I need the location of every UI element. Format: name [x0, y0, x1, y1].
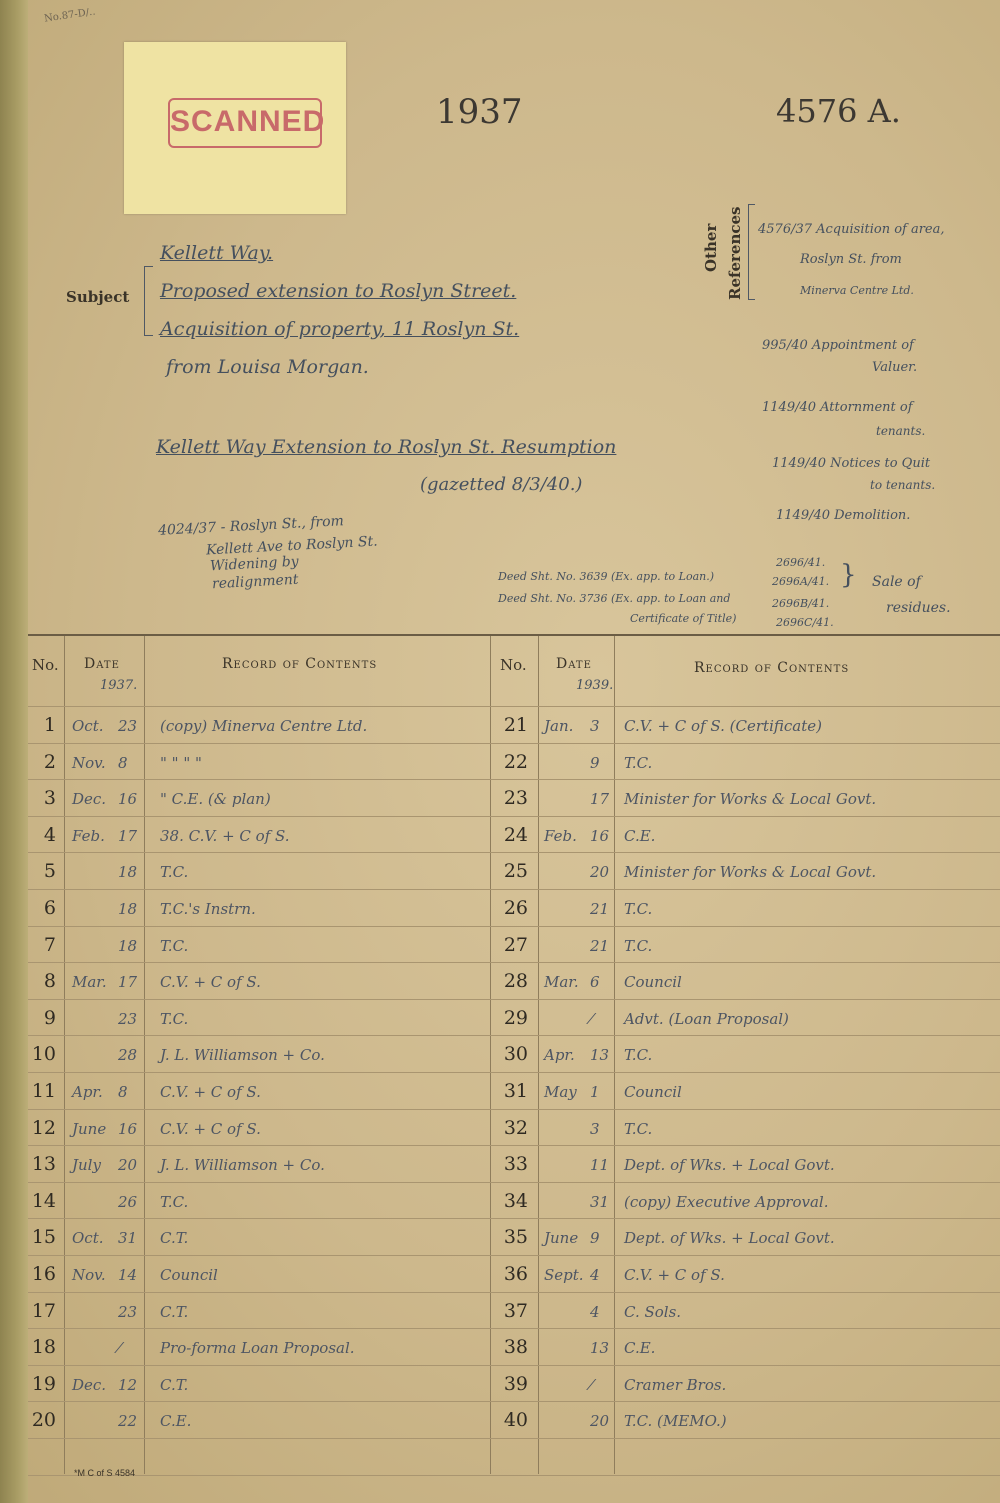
row-record: C.V. + C of S. — [160, 1083, 261, 1101]
row-record: T.C. — [624, 1046, 653, 1065]
sale-brace: } — [840, 560, 857, 590]
row-day: 17 — [118, 973, 138, 992]
row-rule — [28, 926, 1000, 927]
row-rule — [28, 999, 1000, 1000]
row-day: 11 — [590, 1156, 610, 1175]
subject-bracket — [144, 266, 153, 336]
vrule-right-date — [614, 636, 615, 1474]
row-record: C.T. — [160, 1302, 189, 1321]
row-day: 28 — [118, 1046, 138, 1065]
row-record: T.C. (MEMO.) — [624, 1412, 727, 1431]
row-day: 14 — [118, 1266, 138, 1284]
row-number: 34 — [503, 1189, 528, 1212]
row-number: 7 — [43, 933, 56, 956]
row-day: 4 — [590, 1302, 600, 1321]
references-label: References — [726, 206, 744, 300]
printer-mark: *M C of S 4584 — [74, 1468, 136, 1478]
row-rule — [28, 1218, 1000, 1219]
row-day: 12 — [118, 1375, 138, 1394]
row-day: ⁄ — [590, 1009, 593, 1028]
row-rule — [28, 1365, 1000, 1366]
row-record: T.C. — [160, 1192, 189, 1211]
row-record: Council — [624, 1083, 682, 1101]
row-record: " " " " — [160, 753, 202, 772]
row-number: 30 — [503, 1043, 528, 1066]
row-number: 40 — [503, 1409, 528, 1432]
row-record: T.C. — [624, 900, 653, 918]
row-rule — [28, 1475, 1000, 1476]
row-rule — [28, 779, 1000, 780]
row-day: 16 — [118, 790, 138, 809]
subject-line-2: Proposed extension to Roslyn Street. — [160, 280, 517, 302]
row-number: 2 — [43, 750, 56, 773]
row-number: 20 — [31, 1409, 56, 1432]
sale-ref-3: 2696B/41. — [772, 597, 830, 610]
ref-4024-line-4: realignment — [211, 571, 299, 593]
row-day: 26 — [118, 1192, 138, 1211]
year-left: 1937. — [100, 678, 138, 693]
row-month: June — [72, 1119, 107, 1138]
row-month: Feb. — [544, 826, 577, 845]
row-month: Apr. — [72, 1083, 103, 1101]
gazetted-line: (gazetted 8/3/40.) — [420, 474, 583, 495]
row-record: T.C. — [160, 936, 189, 955]
row-record: J. L. Williamson + Co. — [160, 1046, 325, 1065]
ref-1149-attorn-line-1: 1149/40 Attornment of — [762, 400, 913, 415]
deed-line-2: Deed Sht. No. 3736 (Ex. app. to Loan and — [498, 592, 731, 605]
col-no-left: No. — [32, 656, 59, 674]
vrule-left-date — [144, 636, 145, 1474]
row-day: 20 — [590, 863, 610, 882]
ref-4576-line-2: Roslyn St. from — [800, 252, 902, 267]
row-number: 3 — [43, 787, 56, 810]
sale-ref-2: 2696A/41. — [772, 575, 830, 588]
row-record: Pro-forma Loan Proposal. — [160, 1339, 355, 1358]
row-day: 20 — [590, 1412, 610, 1431]
col-record-right: Record of Contents — [694, 660, 850, 676]
row-record: C.V. + C of S. (Certificate) — [624, 717, 822, 735]
row-day: 3 — [590, 717, 600, 735]
row-number: 27 — [503, 933, 528, 956]
row-day: ⁄ — [590, 1375, 593, 1394]
row-record: T.C. — [160, 863, 189, 882]
row-month: Oct. — [72, 1229, 104, 1248]
row-number: 13 — [31, 1153, 56, 1176]
row-rule — [28, 816, 1000, 817]
other-label: Other — [702, 223, 720, 272]
ref-1149-quit-line-2: to tenants. — [870, 478, 936, 492]
row-rule — [28, 889, 1000, 890]
row-record: C.E. — [624, 826, 656, 845]
row-record: C.T. — [160, 1375, 189, 1394]
file-number: 4576 A. — [776, 92, 901, 130]
row-record: T.C. — [624, 753, 653, 772]
row-number: 26 — [503, 897, 528, 919]
row-record: T.C.'s Instrn. — [160, 900, 256, 918]
row-day: 31 — [118, 1229, 138, 1248]
file-year: 1937 — [436, 92, 523, 132]
subject-line-1: Kellett Way. — [160, 242, 274, 264]
row-number: 35 — [503, 1226, 528, 1249]
row-day: 16 — [590, 826, 610, 845]
row-number: 24 — [503, 823, 528, 846]
row-day: 13 — [590, 1046, 610, 1065]
row-day: 8 — [118, 753, 128, 772]
row-number: 25 — [503, 860, 528, 883]
row-day: 20 — [118, 1156, 138, 1175]
row-record: Minister for Works & Local Govt. — [624, 790, 877, 809]
row-day: ⁄ — [118, 1339, 121, 1358]
row-record: C.V. + C of S. — [160, 973, 261, 992]
row-month: Oct. — [72, 717, 104, 735]
row-number: 12 — [31, 1116, 56, 1139]
row-number: 19 — [31, 1372, 56, 1395]
row-day: 18 — [118, 900, 138, 918]
row-number: 22 — [503, 750, 528, 773]
row-month: Nov. — [72, 753, 106, 772]
vrule-right-no — [538, 636, 539, 1474]
row-day: 17 — [118, 826, 138, 845]
ref-4024-line-3: Widening by — [209, 553, 300, 575]
row-record: C.T. — [160, 1229, 189, 1248]
row-number: 18 — [31, 1336, 56, 1359]
row-month: Jan. — [544, 717, 574, 735]
row-day: 17 — [590, 790, 610, 809]
row-rule — [28, 1292, 1000, 1293]
row-record: (copy) Minerva Centre Ltd. — [160, 717, 368, 735]
col-date-right: Date — [556, 656, 592, 672]
ref-995-line-1: 995/40 Appointment of — [762, 338, 914, 353]
row-day: 3 — [590, 1119, 600, 1138]
row-day: 21 — [590, 900, 610, 918]
row-record: C.E. — [160, 1412, 192, 1431]
row-day: 4 — [590, 1266, 600, 1284]
row-number: 38 — [503, 1336, 528, 1359]
row-record: Advt. (Loan Proposal) — [624, 1009, 789, 1028]
ref-995-line-2: Valuer. — [872, 360, 918, 375]
row-rule — [28, 1035, 1000, 1036]
row-day: 6 — [590, 973, 600, 992]
row-record: T.C. — [160, 1009, 189, 1028]
row-rule — [28, 852, 1000, 853]
row-month: May — [544, 1083, 577, 1101]
row-record: 38. C.V. + C of S. — [160, 826, 290, 845]
row-rule — [28, 706, 1000, 707]
row-day: 9 — [590, 753, 600, 772]
col-record-left: Record of Contents — [222, 656, 378, 672]
row-day: 22 — [118, 1412, 138, 1431]
row-rule — [28, 1438, 1000, 1439]
row-number: 1 — [43, 714, 56, 736]
row-month: Sept. — [544, 1266, 584, 1284]
row-day: 23 — [118, 1302, 138, 1321]
row-record: " C.E. (& plan) — [160, 790, 271, 809]
row-number: 8 — [43, 970, 56, 993]
row-record: Council — [160, 1266, 218, 1284]
row-day: 18 — [118, 936, 138, 955]
row-number: 31 — [503, 1080, 528, 1102]
row-month: Dec. — [72, 790, 107, 809]
row-record: C.V. + C of S. — [160, 1119, 261, 1138]
row-month: Mar. — [72, 973, 107, 992]
row-number: 4 — [43, 823, 56, 846]
sale-note-line-2: residues. — [886, 600, 951, 616]
subject-line-3: Acquisition of property, 11 Roslyn St. — [160, 318, 520, 340]
row-month: June — [544, 1229, 579, 1248]
row-rule — [28, 1401, 1000, 1402]
row-record: T.C. — [624, 1119, 653, 1138]
ref-4024-line-2: Kellett Ave to Roslyn St. — [205, 533, 378, 559]
row-record: J. L. Williamson + Co. — [160, 1156, 325, 1175]
row-number: 5 — [43, 860, 56, 883]
ref-4576-line-1: 4576/37 Acquisition of area, — [758, 222, 945, 237]
row-number: 23 — [503, 787, 528, 810]
sale-note-line-1: Sale of — [872, 574, 921, 590]
row-number: 32 — [503, 1116, 528, 1139]
row-month: Dec. — [72, 1375, 107, 1394]
corner-note: No.87-D/.. — [43, 6, 97, 25]
subject-label: Subject — [66, 288, 130, 306]
row-day: 18 — [118, 863, 138, 882]
row-day: 8 — [118, 1083, 128, 1101]
year-right: 1939. — [576, 678, 614, 693]
row-record: Cramer Bros. — [624, 1375, 727, 1394]
row-number: 33 — [503, 1153, 528, 1176]
ref-4576-line-3: Minerva Centre Ltd. — [800, 284, 914, 297]
row-number: 29 — [503, 1006, 528, 1029]
row-day: 1 — [590, 1083, 600, 1101]
row-rule — [28, 1145, 1000, 1146]
row-number: 16 — [31, 1263, 56, 1285]
row-rule — [28, 743, 1000, 744]
row-rule — [28, 1072, 1000, 1073]
row-month: Nov. — [72, 1266, 106, 1284]
row-number: 39 — [503, 1372, 528, 1395]
references-bracket — [748, 204, 755, 300]
ref-1149-quit-line-1: 1149/40 Notices to Quit — [772, 456, 931, 471]
row-month: Feb. — [72, 826, 105, 845]
row-rule — [28, 962, 1000, 963]
row-month: Apr. — [544, 1046, 575, 1065]
row-day: 21 — [590, 936, 610, 955]
row-day: 9 — [590, 1229, 600, 1248]
scanned-stamp: SCANNED — [168, 98, 322, 148]
row-number: 17 — [31, 1299, 56, 1322]
row-record: Council — [624, 973, 682, 992]
row-number: 6 — [43, 897, 56, 919]
row-number: 37 — [503, 1299, 528, 1322]
ref-4024-line-1: 4024/37 - Roslyn St., from — [157, 513, 345, 539]
sale-ref-4: 2696C/41. — [776, 616, 834, 629]
row-month: July — [72, 1156, 101, 1175]
row-number: 14 — [31, 1189, 56, 1212]
row-day: 13 — [590, 1339, 610, 1358]
row-record: C. Sols. — [624, 1302, 682, 1321]
vrule-left-no — [64, 636, 65, 1474]
row-record: Dept. of Wks. + Local Govt. — [624, 1229, 835, 1248]
row-number: 36 — [503, 1263, 528, 1285]
deed-line-1: Deed Sht. No. 3639 (Ex. app. to Loan.) — [498, 570, 714, 583]
row-number: 10 — [31, 1043, 56, 1066]
row-rule — [28, 1328, 1000, 1329]
row-record: (copy) Executive Approval. — [624, 1192, 829, 1211]
row-day: 23 — [118, 717, 138, 735]
row-month: Mar. — [544, 973, 579, 992]
scan-stamp-card — [124, 42, 346, 214]
row-record: C.E. — [624, 1339, 656, 1358]
row-number: 21 — [503, 714, 528, 736]
row-day: 16 — [118, 1119, 138, 1138]
row-day: 31 — [590, 1192, 610, 1211]
row-number: 15 — [31, 1226, 56, 1249]
row-rule — [28, 1182, 1000, 1183]
table-top-rule — [28, 634, 1000, 636]
row-record: Dept. of Wks. + Local Govt. — [624, 1156, 835, 1175]
row-rule — [28, 1109, 1000, 1110]
row-record: T.C. — [624, 936, 653, 955]
row-number: 9 — [43, 1006, 56, 1029]
row-number: 28 — [503, 970, 528, 993]
ref-1149-attorn-line-2: tenants. — [876, 424, 926, 438]
subject-line-4: from Louisa Morgan. — [166, 356, 369, 378]
col-date-left: Date — [84, 656, 120, 672]
deed-line-3: Certificate of Title) — [630, 612, 737, 625]
sale-ref-1: 2696/41. — [776, 556, 826, 569]
row-record: C.V. + C of S. — [624, 1266, 725, 1284]
col-no-right: No. — [500, 656, 527, 674]
ref-1149-demolition: 1149/40 Demolition. — [776, 508, 911, 523]
resumption-line: Kellett Way Extension to Roslyn St. Resumption — [156, 436, 617, 458]
row-day: 23 — [118, 1009, 138, 1028]
row-record: Minister for Works & Local Govt. — [624, 863, 877, 882]
row-number: 11 — [31, 1080, 56, 1102]
row-rule — [28, 1255, 1000, 1256]
